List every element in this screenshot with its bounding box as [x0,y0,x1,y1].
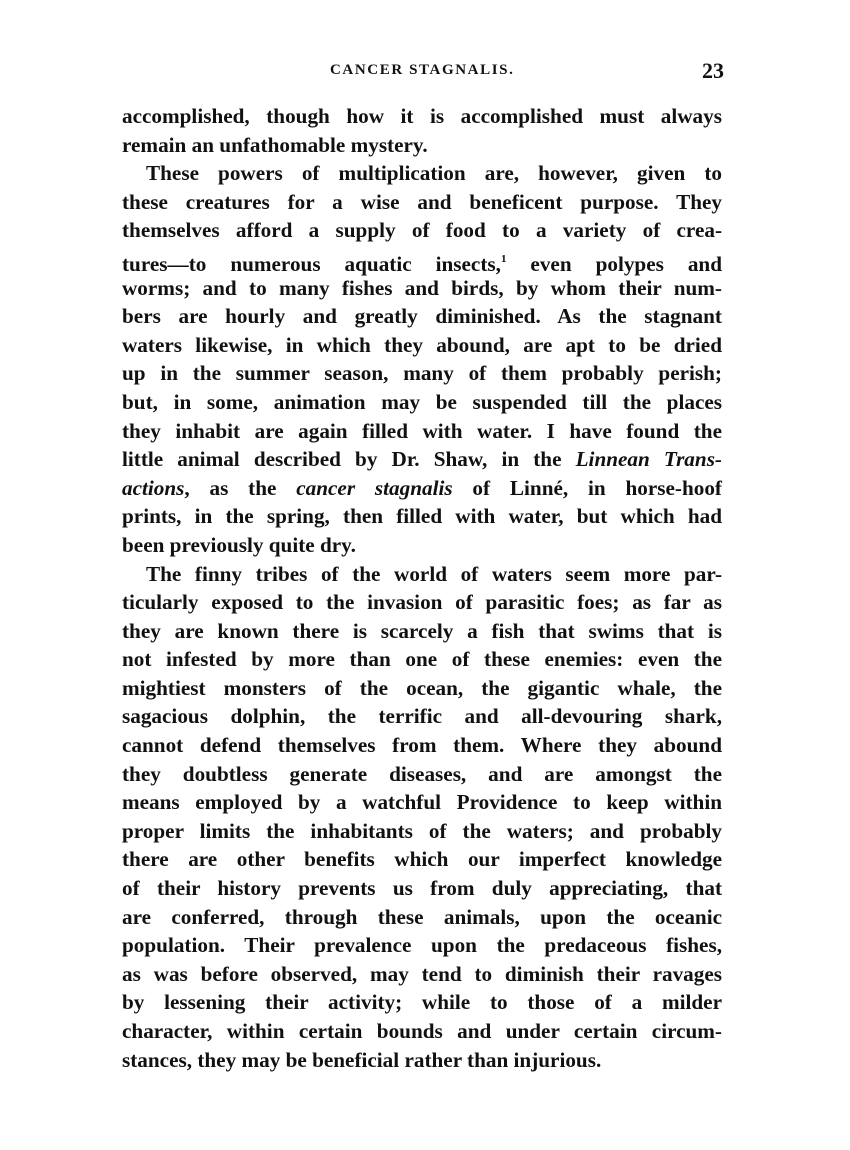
text-line [122,845,722,874]
text-line [122,331,722,360]
text-run: but, in some, animation may be suspended till the places [122,389,722,414]
text-line [122,702,722,731]
text-run: population. Their prevalence upon the predaceous fishes, [122,933,722,958]
text-line [122,731,722,760]
text-line [122,817,722,846]
body-text [122,102,722,1074]
text-line [122,760,722,789]
text-run: are conferred, through these animals, upon the oceanic [122,904,722,929]
text-run: These powers of multiplication are, however, given to [146,161,722,186]
text-run: bers are hourly and greatly diminished. As the stagnant [122,304,722,329]
text-run: accomplished, though how it is accomplished must always [122,104,722,128]
page-number: 23 [702,58,724,83]
running-title: CANCER STAGNALIS. [330,62,515,78]
italic-text: cancer stagnalis [296,475,453,500]
text-line [122,617,722,646]
text-line [122,216,722,245]
text-run: as was before observed, may tend to diminish their ravages [122,961,722,986]
text-run: they inhabit are again filled with water. I have found the [122,418,722,443]
text-line [122,102,722,131]
text-run: cannot defend themselves from them. Where they abound [122,733,722,758]
text-run: waters likewise, in which they abound, are apt to be dried [122,332,722,357]
text-run: remain an unfathomable mystery. [122,132,428,157]
text-run: they doubtless generate diseases, and are amongst the [122,761,722,786]
text-line [122,531,722,560]
text-run: prints, in the spring, then filled with water, but which had [122,504,722,529]
text-run: of Linné, in horse-hoof [452,475,722,500]
text-run: means employed by a watchful Providence to keep within [122,790,722,815]
text-run: not infested by more than one of these enemies: even the [122,647,722,672]
text-line [122,931,722,960]
text-run: themselves afford a supply of food to a variety of crea- [122,218,722,243]
text-run: by lessening their activity; while to those of a milder [122,990,722,1015]
text-line [122,131,722,160]
text-run: little animal described by Dr. Shaw, in the [122,447,576,472]
text-run: ticularly exposed to the invasion of parasitic foes; as far as [122,590,722,615]
text-line [122,960,722,989]
text-line [122,988,722,1017]
text-line [122,788,722,817]
italic-text: actions [122,475,185,500]
text-run: sagacious dolphin, the terrific and all-devouring shark, [122,704,722,729]
footnote-marker: 1 [500,252,507,265]
text-line [122,359,722,388]
text-line [122,474,722,503]
text-run: stances, they may be beneficial rather than injurious. [122,1047,602,1072]
text-line [122,245,722,274]
text-line [122,188,722,217]
text-run: of their history prevents us from duly appreciating, that [122,876,722,901]
text-line [122,874,722,903]
text-line [122,159,722,188]
text-line [122,645,722,674]
text-line [122,445,722,474]
italic-text: Linnean Trans- [575,447,722,472]
text-line [122,417,722,446]
text-run: they are known there is scarcely a fish that swims that is [122,618,722,643]
paragraph [122,159,722,559]
paragraph [122,560,722,1075]
text-run: even polypes and [506,251,722,276]
running-head [120,58,724,88]
text-run: up in the summer season, many of them probably perish; [122,361,722,386]
text-run: mightiest monsters of the ocean, the gigantic whale, the [122,675,722,700]
text-line [122,903,722,932]
text-run: , as the [184,475,297,500]
text-line [122,588,722,617]
text-run: character, within certain bounds and under certain circum- [122,1019,722,1043]
text-run: proper limits the inhabitants of the waters; and probably [122,818,722,843]
text-run: there are other benefits which our imperfect knowledge [122,847,722,872]
text-line [122,1017,722,1046]
text-line [122,560,722,589]
paragraph [122,102,722,159]
text-line [122,274,722,303]
text-line [122,302,722,331]
text-run: these creatures for a wise and beneficent purpose. They [122,189,722,214]
text-line [122,388,722,417]
text-line [122,1046,722,1075]
text-line [122,502,722,531]
text-line [122,674,722,703]
text-run: been previously quite dry. [122,532,356,557]
text-run: worms; and to many fishes and birds, by whom their num- [122,275,722,300]
text-run: tures—to numerous aquatic insects, [122,251,501,276]
text-run: The finny tribes of the world of waters seem more par- [146,561,722,586]
